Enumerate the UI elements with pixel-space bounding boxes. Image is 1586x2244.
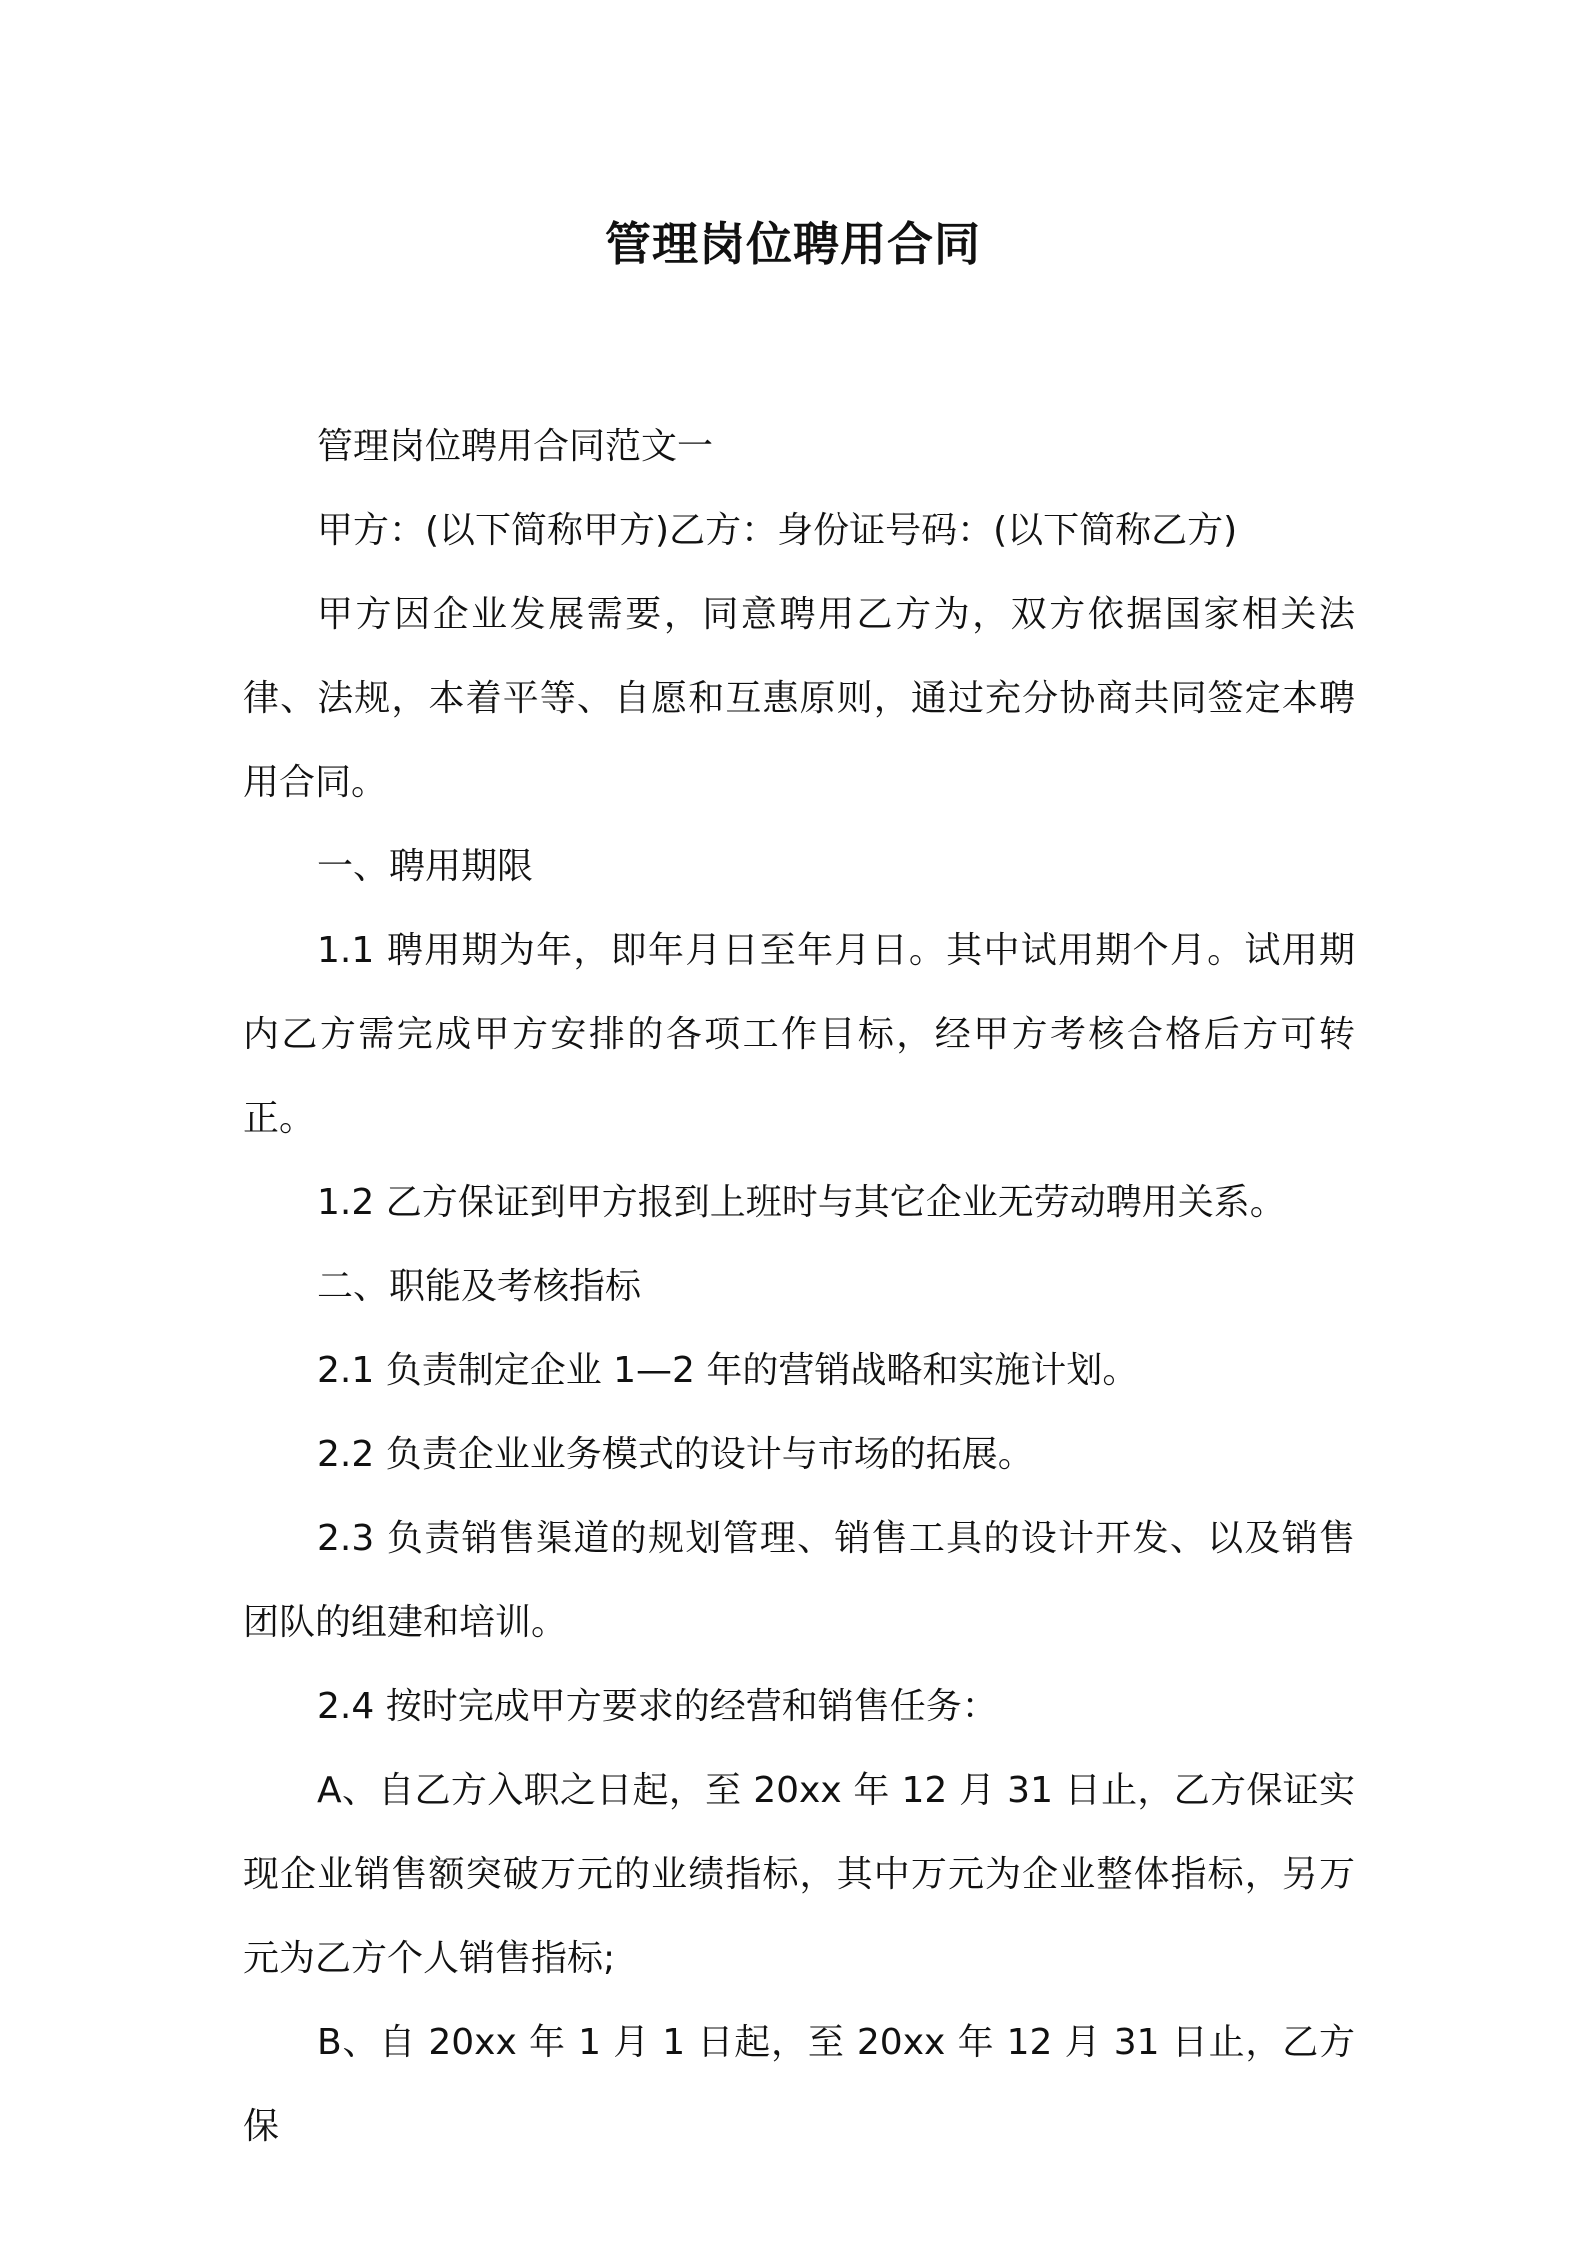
clause-1-1: 1.1 聘用期为年，即年月日至年月日。其中试用期个月。试用期内乙方需完成甲方安排的各项工作目标，经甲方考核合格后方可转正。 <box>243 930 1355 1139</box>
clause-2-3: 2.3 负责销售渠道的规划管理、销售工具的设计开发、以及销售团队的组建和培训。 <box>243 1518 1355 1643</box>
document-body <box>243 405 1355 2169</box>
clause-1-2: 1.2 乙方保证到甲方报到上班时与其它企业无劳动聘用关系。 <box>317 1182 1286 1223</box>
paragraph-parties: 甲方：(以下简称甲方)乙方：身份证号码：(以下简称乙方) <box>317 510 1238 551</box>
clause-2-4-b: B、自 20xx 年 1 月 1 日起，至 20xx 年 12 月 31 日止，乙方保 <box>243 2022 1355 2147</box>
document-title: 管理岗位聘用合同 <box>605 217 981 271</box>
clause-2-4-a: A、自乙方入职之日起，至 20xx 年 12 月 31 日止，乙方保证实现企业销售额突破万元的业绩指标，其中万元为企业整体指标，另万元为乙方个人销售指标; <box>243 1770 1355 1979</box>
paragraph-preamble: 甲方因企业发展需要，同意聘用乙方为，双方依据国家相关法律、法规，本着平等、自愿和互惠原则，通过充分协商共同签定本聘用合同。 <box>243 594 1355 803</box>
clause-2-2: 2.2 负责企业业务模式的设计与市场的拓展。 <box>317 1434 1034 1475</box>
section-heading-duties: 二、职能及考核指标 <box>317 1266 642 1307</box>
clause-2-1: 2.1 负责制定企业 1—2 年的营销战略和实施计划。 <box>317 1350 1139 1391</box>
clause-2-4: 2.4 按时完成甲方要求的经营和销售任务： <box>317 1686 998 1727</box>
section-heading-term: 一、聘用期限 <box>317 846 534 887</box>
paragraph-subtitle: 管理岗位聘用合同范文一 <box>317 426 714 467</box>
